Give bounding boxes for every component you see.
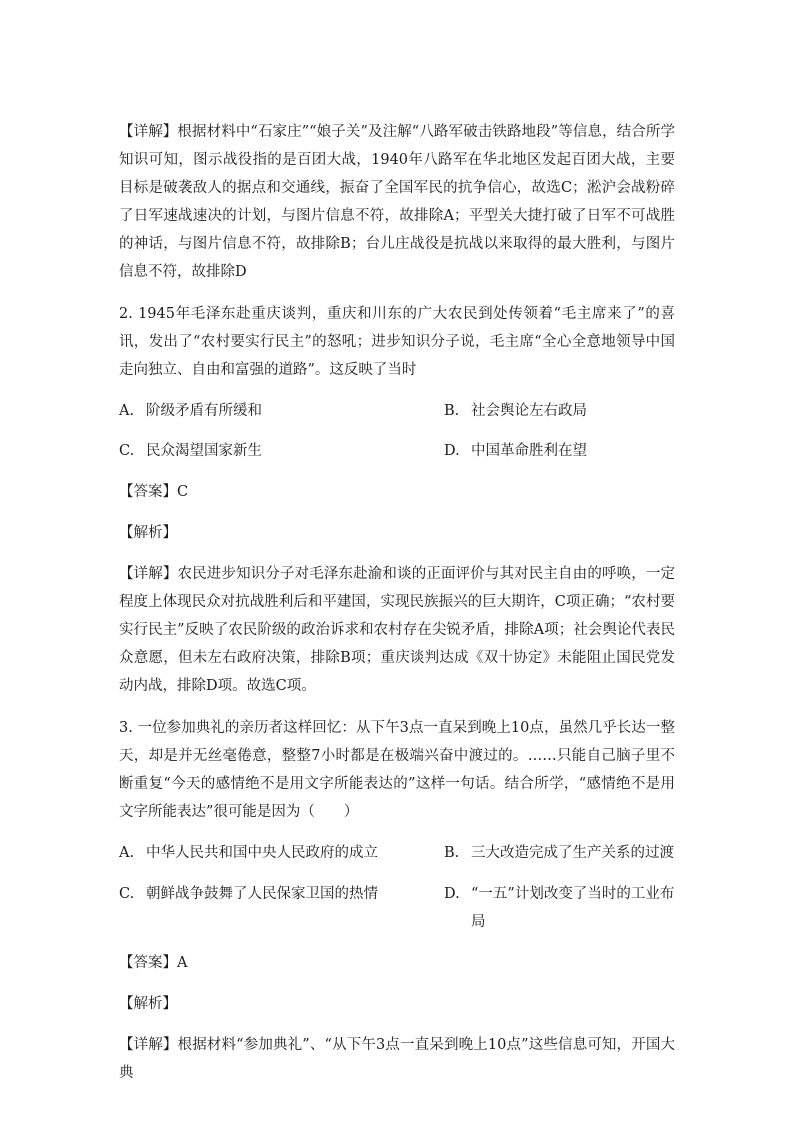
q3-option-c	[119, 880, 444, 936]
q2-option-b	[444, 397, 675, 425]
q2-answer: 【答案】C	[119, 484, 189, 500]
option-letter: A.	[119, 845, 135, 861]
option-text: 朝鲜战争鼓舞了人民保家卫国的热情	[146, 886, 378, 902]
q3-stem: 3. 一位参加典礼的亲历者这样回忆：从下午3点一直呆到晚上10点，虽然几乎长达一整天，却是并无丝毫倦意，整整7小时都是在极端兴奋中渡过的。……只能自己脑子里不断重复“今天的感情绝不是用文字所能表达的”这样一句话。结合所学，“感情绝不是用文字所能表达”很可能是因为（ ）	[119, 720, 675, 820]
q3-analysis-label: 【解析】	[119, 996, 177, 1012]
option-letter: D.	[444, 886, 460, 902]
option-letter: C.	[119, 443, 135, 459]
q2-options	[119, 397, 675, 465]
q3-options-cd	[119, 880, 675, 936]
q3-detail: 【详解】根据材料“参加典礼”、“从下午3点一直呆到晚上10点”这些信息可知，开国大典	[119, 1037, 675, 1081]
option-text: “一五”计划改变了当时的工业布局	[471, 886, 675, 930]
option-letter: A.	[119, 403, 135, 419]
q1-detail: 【详解】根据材料中“石家庄”“娘子关”及注解“八路军破击铁路地段”等信息，结合所学知识可知，图示战役指的是百团大战，1940年八路军在华北地区发起百团大战，主要目标是破袭敌人的据点和交通线，振奋了全国军民的抗争信心，故选C；淞沪会战粉碎了日军速战速决的计划，与图片信息不符，故排除A；平型关大捷打破了日军不可战胜的神话，与图片信息不符，故排除B；台儿庄战役是抗战以来取得的最大胜利，与图片信息不符，故排除D	[119, 124, 675, 280]
option-letter: D.	[444, 443, 460, 459]
option-text: 社会舆论左右政局	[471, 403, 587, 419]
q2-stem: 2. 1945年毛泽东赴重庆谈判，重庆和川东的广大农民到处传领着“毛主席来了”的喜讯，发出了“农村要实行民主”的怒吼；进步知识分子说，毛主席“全心全意地领导中国走向独立、自由和富强的道路”。这反映了当时	[119, 306, 675, 378]
option-letter: B.	[444, 845, 460, 861]
q3-options	[119, 839, 675, 867]
q3-option-a	[119, 839, 444, 867]
q3-option-b	[444, 839, 675, 867]
document-page	[119, 118, 675, 1087]
q3-option-d	[444, 880, 675, 936]
option-text: 中华人民共和国中央人民政府的成立	[146, 845, 378, 861]
option-text: 三大改造完成了生产关系的过渡	[471, 845, 674, 861]
q2-option-a	[119, 397, 444, 425]
q3-answer: 【答案】A	[119, 955, 188, 971]
q2-option-d	[444, 437, 675, 465]
option-text: 中国革命胜利在望	[471, 443, 587, 459]
option-letter: C.	[119, 886, 135, 902]
option-letter: B.	[444, 403, 460, 419]
q2-detail: 【详解】农民进步知识分子对毛泽东赴渝和谈的正面评价与其对民主自由的呼唤，一定程度上体现民众对抗战胜利后和平建国，实现民族振兴的巨大期许，C项正确；“农村要实行民主”反映了农民阶级的政治诉求和农村存在尖锐矛盾，排除A项；社会舆论代表民众意愿，但未左右政府决策，排除B项；重庆谈判达成《双十协定》未能阻止国民党发动内战，排除D项。故选C项。	[119, 566, 675, 694]
option-text: 民众渴望国家新生	[146, 443, 262, 459]
q2-analysis-label: 【解析】	[119, 525, 177, 541]
q2-option-c	[119, 437, 444, 465]
option-text: 阶级矛盾有所缓和	[146, 403, 262, 419]
